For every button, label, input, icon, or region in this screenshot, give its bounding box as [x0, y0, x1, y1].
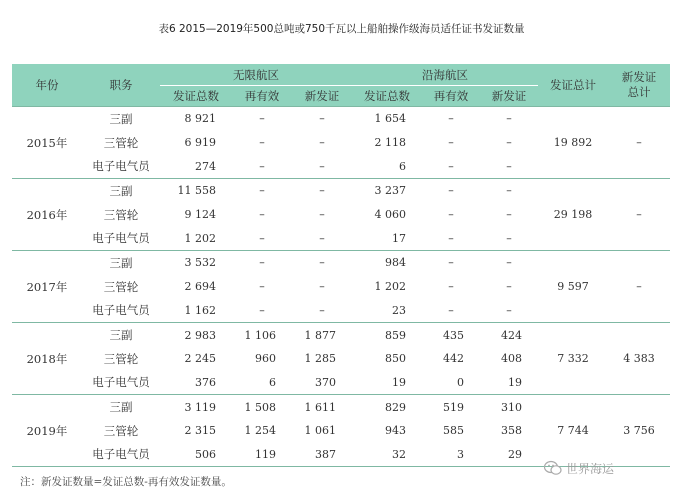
value-cell-c-re: 585 — [443, 424, 465, 438]
value-cell-u-total: 1 162 — [184, 303, 216, 317]
header-unlimited: 无限航区 — [160, 64, 352, 86]
value-cell-u-re: – — [259, 208, 265, 222]
role-cell: 三管轮 — [103, 279, 139, 294]
role-cell: 电子电气员 — [92, 375, 150, 390]
total-cell: 29 198 — [538, 179, 608, 251]
header-c-total: 发证总数 — [352, 86, 422, 107]
value-cell-u-new: 1 061 — [304, 424, 337, 438]
value-cell-c-total: 32 — [352, 443, 422, 467]
role-cell: 三副 — [82, 179, 160, 203]
value-cell-u-total: 2 315 — [184, 424, 216, 438]
table-row — [12, 395, 670, 419]
header-c-new: 新发证 — [480, 86, 538, 107]
new-total-cell: – — [608, 179, 670, 251]
value-cell-c-total: 1 202 — [374, 280, 407, 294]
table-title: 表6 2015—2019年500总吨或750千瓦以上船舶操作级海员适任证书发证数量 — [158, 23, 525, 35]
table-header — [12, 64, 670, 107]
value-cell-u-new: – — [319, 303, 325, 317]
value-cell-c-new: – — [480, 251, 538, 275]
value-cell-c-new: – — [480, 107, 538, 131]
value-cell-c-total: 6 — [399, 159, 407, 173]
value-cell-u-new: 387 — [292, 443, 352, 467]
year-cell: 2017年 — [12, 251, 82, 323]
table-row — [12, 323, 670, 347]
value-cell-u-total: 3 119 — [160, 395, 232, 419]
value-cell-c-re: – — [448, 303, 454, 317]
value-cell-c-re: 442 — [443, 352, 465, 366]
value-cell-c-total: 23 — [392, 303, 407, 317]
value-cell-c-total: 2 118 — [374, 136, 407, 150]
value-cell-u-new: – — [319, 280, 325, 294]
value-cell-c-new: 310 — [480, 395, 538, 419]
value-cell-u-total: 274 — [195, 159, 216, 173]
value-cell-c-total: 984 — [352, 251, 422, 275]
value-cell-u-new: – — [292, 179, 352, 203]
role-cell: 三管轮 — [103, 423, 139, 438]
value-cell-c-re: 435 — [422, 323, 480, 347]
role-cell: 电子电气员 — [82, 443, 160, 467]
year-cell: 2018年 — [12, 323, 82, 395]
new-total-cell: 4 383 — [608, 323, 670, 395]
value-cell-u-total: 6 919 — [184, 136, 216, 150]
header-coastal: 沿海航区 — [352, 64, 538, 86]
header-role: 职务 — [82, 64, 160, 107]
value-cell-c-re: 519 — [422, 395, 480, 419]
watermark-logo — [544, 457, 614, 479]
value-cell-c-re: 0 — [457, 375, 465, 389]
table-row — [12, 107, 670, 131]
value-cell-u-new: 1 611 — [292, 395, 352, 419]
value-cell-u-total: 9 124 — [184, 208, 216, 222]
value-cell-c-re: – — [448, 159, 454, 173]
value-cell-c-new: – — [506, 208, 512, 222]
value-cell-c-re: – — [448, 208, 454, 222]
value-cell-u-re: – — [259, 303, 265, 317]
value-cell-u-total: 2 245 — [184, 352, 216, 366]
value-cell-c-total: 17 — [392, 231, 407, 245]
value-cell-u-total: 1 202 — [184, 231, 216, 245]
role-cell: 三副 — [82, 251, 160, 275]
role-cell: 三副 — [82, 323, 160, 347]
value-cell-u-re: – — [232, 251, 292, 275]
value-cell-c-total: 859 — [352, 323, 422, 347]
value-cell-c-total: 19 — [392, 375, 407, 389]
value-cell-u-re: 1 254 — [244, 424, 276, 438]
header-c-re: 再有效 — [422, 86, 480, 107]
table-body — [12, 107, 670, 467]
value-cell-u-re: – — [259, 159, 265, 173]
value-cell-c-new: 29 — [480, 443, 538, 467]
value-cell-c-new: – — [506, 159, 512, 173]
value-cell-u-new: – — [319, 159, 325, 173]
value-cell-u-re: 119 — [232, 443, 292, 467]
new-total-cell: – — [608, 107, 670, 179]
value-cell-u-total: 2 694 — [184, 280, 216, 294]
watermark-text: 世界海运 — [566, 461, 615, 476]
header-year: 年份 — [12, 64, 82, 107]
value-cell-c-re: – — [422, 107, 480, 131]
value-cell-u-new: – — [319, 136, 325, 150]
header-u-re: 再有效 — [232, 86, 292, 107]
year-cell: 2015年 — [12, 107, 82, 179]
value-cell-u-total: 506 — [160, 443, 232, 467]
value-cell-c-re: – — [422, 179, 480, 203]
value-cell-u-total: 11 558 — [160, 179, 232, 203]
total-cell: 7 332 — [538, 323, 608, 395]
value-cell-c-re: – — [448, 280, 454, 294]
value-cell-c-total: 829 — [352, 395, 422, 419]
wechat-icon — [544, 460, 562, 476]
value-cell-u-re: – — [232, 107, 292, 131]
value-cell-u-re: – — [259, 280, 265, 294]
role-cell: 电子电气员 — [92, 231, 150, 246]
value-cell-u-total: 2 983 — [160, 323, 232, 347]
value-cell-c-re: – — [448, 231, 454, 245]
role-cell: 三管轮 — [103, 351, 139, 366]
value-cell-u-re: 1 106 — [232, 323, 292, 347]
role-cell: 三管轮 — [103, 135, 139, 150]
value-cell-u-re: 1 508 — [232, 395, 292, 419]
year-cell: 2016年 — [12, 179, 82, 251]
header-u-new: 新发证 — [292, 86, 352, 107]
total-cell: 9 597 — [538, 251, 608, 323]
value-cell-c-new: 408 — [501, 352, 523, 366]
value-cell-c-total: 850 — [385, 352, 407, 366]
certificate-table — [12, 64, 670, 467]
value-cell-u-new: – — [292, 107, 352, 131]
value-cell-u-total: 376 — [195, 375, 216, 389]
value-cell-c-new: – — [506, 303, 512, 317]
role-cell: 三副 — [82, 107, 160, 131]
value-cell-c-new: 424 — [480, 323, 538, 347]
value-cell-c-total: 3 237 — [352, 179, 422, 203]
total-cell: 7 744 — [538, 395, 608, 467]
value-cell-c-new: – — [506, 136, 512, 150]
table-note: 注：新发证数量=发证总数-再有效发证数量。 — [20, 476, 232, 488]
role-cell: 三副 — [82, 395, 160, 419]
role-cell: 三管轮 — [103, 207, 139, 222]
table-row — [12, 251, 670, 275]
value-cell-c-total: 4 060 — [374, 208, 407, 222]
header-total: 发证总计 — [538, 64, 608, 107]
value-cell-c-new: 358 — [501, 424, 523, 438]
new-total-cell: 3 756 — [608, 395, 670, 467]
value-cell-u-total: 8 921 — [160, 107, 232, 131]
header-new-total-text: 新发证总计 — [621, 70, 657, 99]
value-cell-u-total: 3 532 — [160, 251, 232, 275]
role-cell: 电子电气员 — [92, 159, 150, 174]
value-cell-c-re: 3 — [422, 443, 480, 467]
value-cell-u-new: 1 877 — [292, 323, 352, 347]
header-u-total: 发证总数 — [160, 86, 232, 107]
header-new-total — [608, 64, 670, 107]
value-cell-u-re: – — [259, 231, 265, 245]
value-cell-c-new: – — [506, 231, 512, 245]
value-cell-c-new: 19 — [508, 375, 523, 389]
new-total-cell: – — [608, 251, 670, 323]
total-cell: 19 892 — [538, 107, 608, 179]
value-cell-u-new: – — [292, 251, 352, 275]
value-cell-u-re: 6 — [269, 375, 276, 389]
value-cell-c-new: – — [506, 280, 512, 294]
value-cell-c-re: – — [448, 136, 454, 150]
value-cell-u-new: 1 285 — [304, 352, 337, 366]
value-cell-u-new: 370 — [315, 375, 337, 389]
value-cell-u-re: – — [232, 179, 292, 203]
role-cell: 电子电气员 — [92, 303, 150, 318]
value-cell-c-new: – — [480, 179, 538, 203]
value-cell-u-re: – — [259, 136, 265, 150]
value-cell-u-new: – — [319, 208, 325, 222]
value-cell-u-new: – — [319, 231, 325, 245]
value-cell-c-re: – — [422, 251, 480, 275]
value-cell-u-re: 960 — [255, 352, 276, 366]
table-row — [12, 179, 670, 203]
year-cell: 2019年 — [12, 395, 82, 467]
value-cell-c-total: 943 — [385, 424, 407, 438]
value-cell-c-total: 1 654 — [352, 107, 422, 131]
